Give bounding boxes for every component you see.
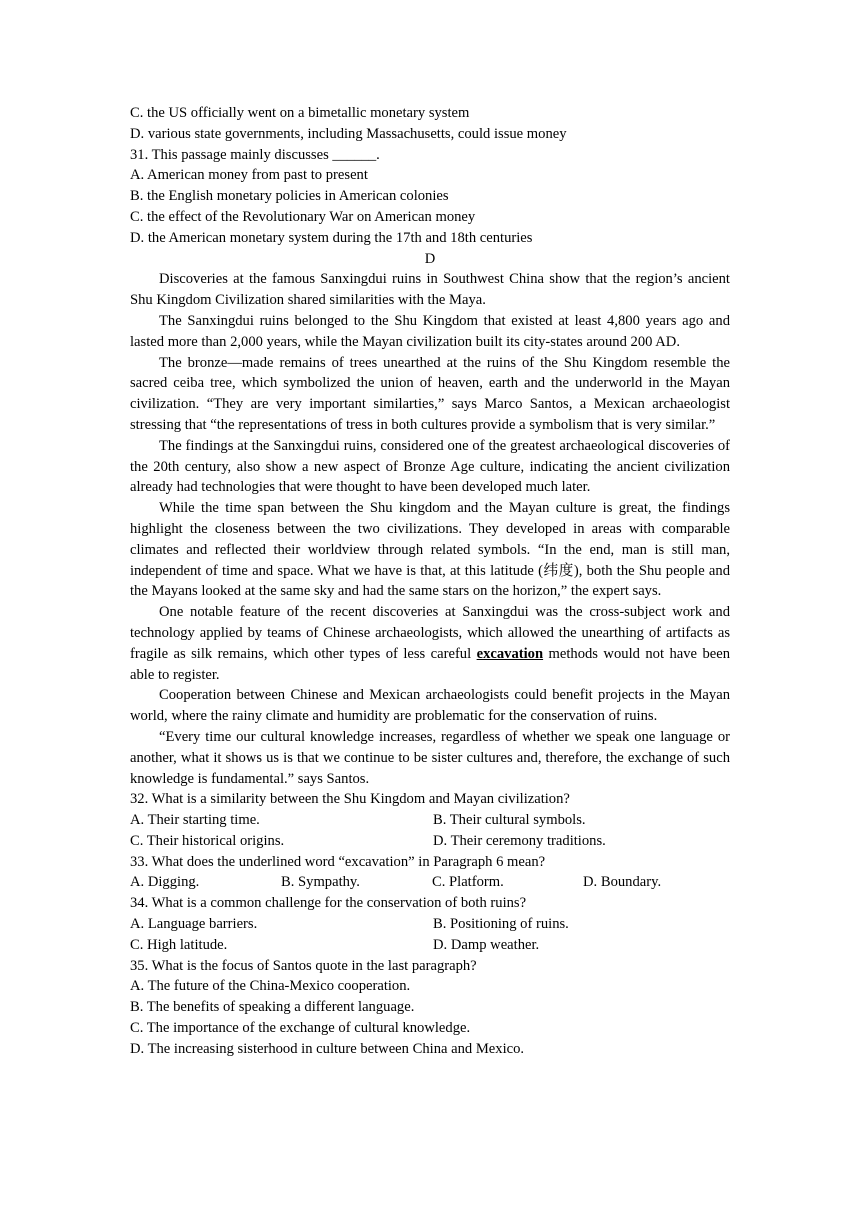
q35-option-b: B. The benefits of speaking a different language.	[130, 999, 415, 1016]
q33-option-c: C. Platform.	[432, 874, 504, 891]
paragraph-5: While the time span between the Shu kingdom and the Mayan culture is great, the findings highlight the closeness between the two civilizations. They developed in areas with comparable climates and reflected their worldview through related symbols. “In the end, man is still man, independent of time and space. What we have is that, at this latitude (纬度), both the Shu people and the Mayans looked at the same sky and had the same stars on the horizon,” the expert says.	[130, 500, 730, 600]
q31-option-b: B. the English monetary policies in American colonies	[130, 188, 449, 205]
q35-option-d: D. The increasing sisterhood in culture between China and Mexico.	[130, 1040, 525, 1057]
q32-option-d: D. Their ceremony traditions.	[433, 832, 606, 849]
q35-stem: 35. What is the focus of Santos quote in the last paragraph?	[130, 957, 477, 974]
q34-option-b: B. Positioning of ruins.	[433, 916, 569, 933]
q32-options-row-1	[130, 810, 730, 831]
q35-option-c: C. The importance of the exchange of cultural knowledge.	[130, 1020, 471, 1037]
q31-option-c: C. the effect of the Revolutionary War on American money	[130, 208, 476, 225]
paragraph-3: The bronze—made remains of trees unearthed at the ruins of the Shu Kingdom resemble the sacred ceiba tree, which symbolized the union of heaven, earth and the underworld in the Mayan civilization. “They are very important similarties,” says Marco Santos, a Mexican archaeologist stressing that “the representations of tress in both cultures provide a symbolism that is very similar.”	[130, 354, 730, 433]
q31-stem: 31. This passage mainly discusses ______.	[130, 146, 380, 163]
paragraph-8: “Every time our cultural knowledge increases, regardless of whether we speak one language or another, what it shows us is that we continue to be sister cultures and, therefore, the exchange of such knowledge is fundamental.” says Santos.	[130, 728, 730, 787]
section-heading: D	[424, 250, 436, 267]
q34-option-d: D. Damp weather.	[433, 936, 540, 953]
q33-option-d: D. Boundary.	[583, 874, 662, 891]
q34-stem: 34. What is a common challenge for the conservation of both ruins?	[130, 895, 527, 912]
paragraph-4: The findings at the Sanxingdui ruins, considered one of the greatest archaeological discoveries of the 20th century, also show a new aspect of Bronze Age culture, indicating the ancient civilization already had technologies that were thought to have been developed much later.	[130, 437, 730, 496]
q32-option-c: C. Their historical origins.	[130, 832, 285, 849]
q33-options-row	[130, 872, 730, 893]
paragraph-2: The Sanxingdui ruins belonged to the Shu Kingdom that existed at least 4,800 years ago and lasted more than 2,000 years, while the Mayan civilization built its city-states around 200 AD.	[130, 312, 730, 350]
q31-option-d: D. the American monetary system during the 17th and 18th centuries	[130, 229, 533, 246]
q35-option-a: A. The future of the China-Mexico cooperation.	[130, 978, 411, 995]
q31-option-a: A. American money from past to present	[130, 167, 368, 184]
prev-option-d: D. various state governments, including Massachusetts, could issue money	[130, 125, 567, 142]
paragraph-7: Cooperation between Chinese and Mexican archaeologists could benefit projects in the Mayan world, where the rainy climate and humidity are problematic for the conservation of ruins.	[130, 687, 730, 725]
q33-option-b: B. Sympathy.	[281, 874, 360, 891]
q34-options-row-1	[130, 914, 730, 935]
q33-option-a: A. Digging.	[130, 874, 200, 891]
underlined-word: excavation	[476, 645, 544, 662]
q32-option-b: B. Their cultural symbols.	[433, 812, 586, 829]
q34-options-row-2	[130, 935, 730, 956]
paragraph-6	[130, 602, 730, 685]
q34-option-a: A. Language barriers.	[130, 916, 258, 933]
prev-option-c: C. the US officially went on a bimetallic monetary system	[130, 105, 470, 121]
paragraph-1: Discoveries at the famous Sanxingdui ruins in Southwest China show that the region’s ancient Shu Kingdom Civilization shared similarities with the Maya.	[130, 271, 730, 309]
q34-option-c: C. High latitude.	[130, 936, 228, 953]
paragraph-6-before: One notable feature of the recent discoveries at Sanxingdui was the cross-subject work and technology applied by teams of Chinese archaeologists, which allowed the unearthing of artifacts as fragile as silk remains, which other types of less careful	[130, 604, 730, 662]
document-content	[130, 103, 730, 1060]
q32-options-row-2	[130, 831, 730, 852]
q32-stem: 32. What is a similarity between the Shu Kingdom and Mayan civilization?	[130, 791, 570, 808]
q33-stem: 33. What does the underlined word “excavation” in Paragraph 6 mean?	[130, 853, 546, 870]
q32-option-a: A. Their starting time.	[130, 812, 260, 829]
paragraph-6-after: methods would not have been able to register.	[130, 645, 730, 683]
